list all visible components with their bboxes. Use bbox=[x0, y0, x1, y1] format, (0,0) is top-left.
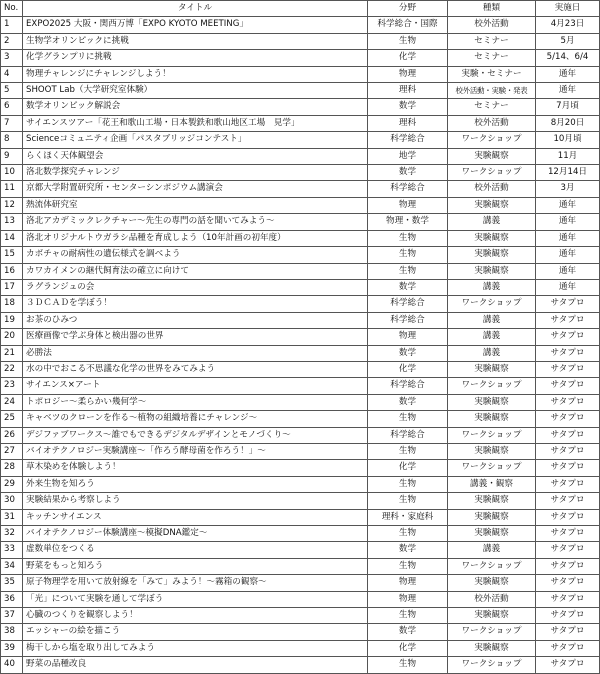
row-field: 理科・家庭科 bbox=[368, 509, 448, 525]
row-date: サタプロ bbox=[536, 460, 600, 476]
row-title: エッシャーの絵を描こう bbox=[23, 624, 368, 640]
row-no: 10 bbox=[1, 165, 23, 181]
row-type: 実験・セミナー bbox=[448, 66, 536, 82]
table-row bbox=[1, 312, 600, 328]
row-date: サタプロ bbox=[536, 509, 600, 525]
table-row bbox=[1, 230, 600, 246]
row-no: 4 bbox=[1, 66, 23, 82]
row-field: 理科 bbox=[368, 115, 448, 131]
row-date: サタプロ bbox=[536, 476, 600, 492]
row-title: カボチャの耐病性の遺伝様式を調べよう bbox=[23, 247, 368, 263]
row-type: 実験観察 bbox=[448, 493, 536, 509]
row-type: 実験観察 bbox=[448, 443, 536, 459]
row-type: 講義 bbox=[448, 312, 536, 328]
row-no: 34 bbox=[1, 558, 23, 574]
table-row bbox=[1, 263, 600, 279]
row-type: 実験観察 bbox=[448, 411, 536, 427]
row-type: セミナー bbox=[448, 33, 536, 49]
row-field: 科学総合 bbox=[368, 312, 448, 328]
row-no: 25 bbox=[1, 411, 23, 427]
table-body bbox=[1, 17, 600, 673]
row-field: 生物 bbox=[368, 263, 448, 279]
row-field: 生物 bbox=[368, 493, 448, 509]
table-row bbox=[1, 427, 600, 443]
table-row bbox=[1, 296, 600, 312]
row-title: 梅干しから塩を取り出してみよう bbox=[23, 640, 368, 656]
row-type: 実験観察 bbox=[448, 575, 536, 591]
row-no: 16 bbox=[1, 263, 23, 279]
row-date: 5月 bbox=[536, 33, 600, 49]
row-type: 実験観察 bbox=[448, 263, 536, 279]
row-field: 科学総合 bbox=[368, 181, 448, 197]
table-row bbox=[1, 558, 600, 574]
row-title: キャベツのクローンを作る～植物の組織培養にチャレンジ～ bbox=[23, 411, 368, 427]
row-type: ワークショップ bbox=[448, 132, 536, 148]
row-no: 7 bbox=[1, 115, 23, 131]
row-title: 「光」について実験を通して学ぼう bbox=[23, 591, 368, 607]
table-row bbox=[1, 526, 600, 542]
table-row bbox=[1, 476, 600, 492]
row-field: 物理・数学 bbox=[368, 214, 448, 230]
row-title: SHOOT Lab（大学研究室体験） bbox=[23, 83, 368, 99]
row-type: 実験観察 bbox=[448, 608, 536, 624]
row-date: サタプロ bbox=[536, 526, 600, 542]
row-title: 洛北アカデミックレクチャー～先生の専門の話を聞いてみよう～ bbox=[23, 214, 368, 230]
row-date: 通年 bbox=[536, 66, 600, 82]
row-title: らくほく天体観望会 bbox=[23, 148, 368, 164]
row-field: 生物 bbox=[368, 230, 448, 246]
table-row bbox=[1, 394, 600, 410]
row-date: サタプロ bbox=[536, 624, 600, 640]
row-no: 26 bbox=[1, 427, 23, 443]
row-no: 21 bbox=[1, 345, 23, 361]
table-row bbox=[1, 608, 600, 624]
row-date: サタプロ bbox=[536, 296, 600, 312]
row-date: 通年 bbox=[536, 214, 600, 230]
row-title: デジファブワークス～誰でもできるデジタルデザインとモノづくり～ bbox=[23, 427, 368, 443]
row-date: サタプロ bbox=[536, 657, 600, 673]
table-row bbox=[1, 591, 600, 607]
row-date: サタプロ bbox=[536, 443, 600, 459]
row-date: サタプロ bbox=[536, 575, 600, 591]
table-row bbox=[1, 115, 600, 131]
row-type: 実験観察 bbox=[448, 148, 536, 164]
row-type: セミナー bbox=[448, 50, 536, 66]
row-field: 数学 bbox=[368, 99, 448, 115]
row-no: 13 bbox=[1, 214, 23, 230]
row-date: 5/14、6/4 bbox=[536, 50, 600, 66]
row-title: 野菜の品種改良 bbox=[23, 657, 368, 673]
row-field: 数学 bbox=[368, 345, 448, 361]
table-row bbox=[1, 657, 600, 673]
table-row bbox=[1, 279, 600, 295]
table-row bbox=[1, 148, 600, 164]
row-date: サタプロ bbox=[536, 558, 600, 574]
row-title: 物理チャレンジにチャレンジしよう！ bbox=[23, 66, 368, 82]
row-title: 熱流体研究室 bbox=[23, 197, 368, 213]
row-date: 通年 bbox=[536, 247, 600, 263]
row-date: サタプロ bbox=[536, 591, 600, 607]
table-row bbox=[1, 493, 600, 509]
table-row bbox=[1, 17, 600, 33]
table-row bbox=[1, 460, 600, 476]
row-field: 科学総合 bbox=[368, 296, 448, 312]
row-title: 原子物理学を用いて放射線を「みて」みよう！～霧箱の観察～ bbox=[23, 575, 368, 591]
table-row bbox=[1, 50, 600, 66]
row-field: 生物 bbox=[368, 558, 448, 574]
table-row bbox=[1, 411, 600, 427]
header-field: 分野 bbox=[368, 1, 448, 17]
row-type: ワークショップ bbox=[448, 460, 536, 476]
row-no: 17 bbox=[1, 279, 23, 295]
table-row bbox=[1, 214, 600, 230]
row-date: 12月14日 bbox=[536, 165, 600, 181]
row-no: 1 bbox=[1, 17, 23, 33]
row-no: 22 bbox=[1, 361, 23, 377]
row-type: 校外活動 bbox=[448, 17, 536, 33]
table-row bbox=[1, 361, 600, 377]
row-no: 39 bbox=[1, 640, 23, 656]
row-type: 講義 bbox=[448, 279, 536, 295]
row-date: サタプロ bbox=[536, 608, 600, 624]
row-date: 8月20日 bbox=[536, 115, 600, 131]
row-date: サタプロ bbox=[536, 345, 600, 361]
row-field: 生物 bbox=[368, 657, 448, 673]
row-field: 化学 bbox=[368, 361, 448, 377]
table-row bbox=[1, 197, 600, 213]
row-date: 通年 bbox=[536, 263, 600, 279]
row-title: 京都大学附置研究所・センターシンポジウム講演会 bbox=[23, 181, 368, 197]
row-date: サタプロ bbox=[536, 361, 600, 377]
row-no: 36 bbox=[1, 591, 23, 607]
row-field: 科学総合 bbox=[368, 427, 448, 443]
row-date: サタプロ bbox=[536, 493, 600, 509]
row-date: サタプロ bbox=[536, 427, 600, 443]
row-type: ワークショップ bbox=[448, 165, 536, 181]
row-no: 35 bbox=[1, 575, 23, 591]
row-field: 理科 bbox=[368, 83, 448, 99]
row-type: 実験観察 bbox=[448, 394, 536, 410]
row-no: 24 bbox=[1, 394, 23, 410]
row-no: 6 bbox=[1, 99, 23, 115]
row-type: 講義 bbox=[448, 329, 536, 345]
row-type: 校外活動 bbox=[448, 181, 536, 197]
row-field: 物理 bbox=[368, 197, 448, 213]
row-title: サイエンス×アート bbox=[23, 378, 368, 394]
row-type: 実験観察 bbox=[448, 526, 536, 542]
row-field: 物理 bbox=[368, 66, 448, 82]
row-no: 23 bbox=[1, 378, 23, 394]
table-row bbox=[1, 509, 600, 525]
row-type: 実験観察 bbox=[448, 230, 536, 246]
row-type: 実験観察 bbox=[448, 247, 536, 263]
row-title: サイエンスツアー「花王和歌山工場・日本製鉄和歌山地区工場 見学」 bbox=[23, 115, 368, 131]
row-field: 生物 bbox=[368, 608, 448, 624]
row-no: 28 bbox=[1, 460, 23, 476]
table-row bbox=[1, 247, 600, 263]
row-type: ワークショップ bbox=[448, 657, 536, 673]
row-title: 医療画像で学ぶ身体と検出器の世界 bbox=[23, 329, 368, 345]
row-title: トポロジー～柔らかい幾何学～ bbox=[23, 394, 368, 410]
row-type: ワークショップ bbox=[448, 296, 536, 312]
row-field: 数学 bbox=[368, 279, 448, 295]
row-date: 通年 bbox=[536, 197, 600, 213]
table-row bbox=[1, 378, 600, 394]
row-date: 11月 bbox=[536, 148, 600, 164]
row-date: 通年 bbox=[536, 279, 600, 295]
row-no: 20 bbox=[1, 329, 23, 345]
row-date: 通年 bbox=[536, 230, 600, 246]
table-row bbox=[1, 345, 600, 361]
row-no: 33 bbox=[1, 542, 23, 558]
table-row bbox=[1, 33, 600, 49]
row-no: 31 bbox=[1, 509, 23, 525]
row-date: 3月 bbox=[536, 181, 600, 197]
row-field: 科学総合 bbox=[368, 132, 448, 148]
row-field: 生物 bbox=[368, 411, 448, 427]
row-no: 11 bbox=[1, 181, 23, 197]
row-type: 講義 bbox=[448, 214, 536, 230]
row-date: 4月23日 bbox=[536, 17, 600, 33]
table-row bbox=[1, 542, 600, 558]
table-row bbox=[1, 132, 600, 148]
row-title: カワカイメンの継代飼育法の確立に向けて bbox=[23, 263, 368, 279]
row-field: 生物 bbox=[368, 443, 448, 459]
row-type: ワークショップ bbox=[448, 378, 536, 394]
header-title: タイトル bbox=[23, 1, 368, 17]
header-no: No. bbox=[1, 1, 23, 17]
row-title: Scienceコミュニティ企画「パスタブリッジコンテスト」 bbox=[23, 132, 368, 148]
row-date: サタプロ bbox=[536, 329, 600, 345]
row-no: 15 bbox=[1, 247, 23, 263]
row-no: 12 bbox=[1, 197, 23, 213]
row-no: 30 bbox=[1, 493, 23, 509]
header-row bbox=[1, 1, 600, 17]
row-no: 9 bbox=[1, 148, 23, 164]
row-field: 生物 bbox=[368, 476, 448, 492]
row-no: 32 bbox=[1, 526, 23, 542]
row-type: 実験観察 bbox=[448, 509, 536, 525]
row-field: 生物 bbox=[368, 526, 448, 542]
row-title: 心臓のつくりを観察しよう！ bbox=[23, 608, 368, 624]
row-date: サタプロ bbox=[536, 394, 600, 410]
row-no: 5 bbox=[1, 83, 23, 99]
row-type: 校外活動 bbox=[448, 115, 536, 131]
row-date: サタプロ bbox=[536, 411, 600, 427]
row-title: お茶のひみつ bbox=[23, 312, 368, 328]
row-title: 数学オリンピック解説会 bbox=[23, 99, 368, 115]
table-row bbox=[1, 181, 600, 197]
row-date: 通年 bbox=[536, 83, 600, 99]
row-no: 14 bbox=[1, 230, 23, 246]
table-row bbox=[1, 83, 600, 99]
row-title: 洛北数学探究チャレンジ bbox=[23, 165, 368, 181]
row-title: ３ＤＣＡＤを学ぼう！ bbox=[23, 296, 368, 312]
row-title: バイオテクノロジー体験講座～模擬DNA鑑定～ bbox=[23, 526, 368, 542]
table-row bbox=[1, 329, 600, 345]
row-field: 化学 bbox=[368, 460, 448, 476]
row-field: 地学 bbox=[368, 148, 448, 164]
row-no: 40 bbox=[1, 657, 23, 673]
row-type: 講義 bbox=[448, 345, 536, 361]
table-row bbox=[1, 624, 600, 640]
row-no: 2 bbox=[1, 33, 23, 49]
row-title: 草木染めを体験しよう！ bbox=[23, 460, 368, 476]
row-field: 生物 bbox=[368, 33, 448, 49]
row-date: サタプロ bbox=[536, 378, 600, 394]
row-no: 38 bbox=[1, 624, 23, 640]
row-field: 化学 bbox=[368, 640, 448, 656]
row-date: サタプロ bbox=[536, 312, 600, 328]
table-row bbox=[1, 99, 600, 115]
row-no: 29 bbox=[1, 476, 23, 492]
row-field: 化学 bbox=[368, 50, 448, 66]
row-title: 野菜をもっと知ろう bbox=[23, 558, 368, 574]
row-type: ワークショップ bbox=[448, 427, 536, 443]
row-title: 生物学オリンピックに挑戦 bbox=[23, 33, 368, 49]
row-field: 物理 bbox=[368, 329, 448, 345]
row-date: 10月頃 bbox=[536, 132, 600, 148]
row-type: 校外活動・実験・発表 bbox=[448, 83, 536, 99]
row-date: サタプロ bbox=[536, 542, 600, 558]
row-field: 数学 bbox=[368, 542, 448, 558]
row-type: 講義 bbox=[448, 542, 536, 558]
row-field: 生物 bbox=[368, 247, 448, 263]
row-type: 校外活動 bbox=[448, 591, 536, 607]
row-type: ワークショップ bbox=[448, 624, 536, 640]
row-type: 講義・観察 bbox=[448, 476, 536, 492]
row-type: 実験観察 bbox=[448, 361, 536, 377]
row-type: 実験観察 bbox=[448, 197, 536, 213]
row-field: 数学 bbox=[368, 394, 448, 410]
row-title: キッチンサイエンス bbox=[23, 509, 368, 525]
row-no: 37 bbox=[1, 608, 23, 624]
row-no: 8 bbox=[1, 132, 23, 148]
table-row bbox=[1, 443, 600, 459]
row-field: 数学 bbox=[368, 624, 448, 640]
row-title: 化学グランプリに挑戦 bbox=[23, 50, 368, 66]
row-field: 物理 bbox=[368, 575, 448, 591]
table-row bbox=[1, 575, 600, 591]
row-title: 実験結果から考察しよう bbox=[23, 493, 368, 509]
row-type: 実験観察 bbox=[448, 640, 536, 656]
row-title: 必勝法 bbox=[23, 345, 368, 361]
row-no: 27 bbox=[1, 443, 23, 459]
row-type: セミナー bbox=[448, 99, 536, 115]
row-date: サタプロ bbox=[536, 640, 600, 656]
row-title: バイオテクノロジー実験講座～「作ろう酵母菌を作ろう！」～ bbox=[23, 443, 368, 459]
row-title: EXPO2025 大阪・関西万博「EXPO KYOTO MEETING」 bbox=[23, 17, 368, 33]
row-field: 物理 bbox=[368, 591, 448, 607]
row-field: 科学総合 bbox=[368, 378, 448, 394]
row-title: 虚数単位をつくる bbox=[23, 542, 368, 558]
row-date: 7月頃 bbox=[536, 99, 600, 115]
table-row bbox=[1, 66, 600, 82]
row-no: 19 bbox=[1, 312, 23, 328]
row-field: 科学総合・国際 bbox=[368, 17, 448, 33]
header-type: 種類 bbox=[448, 1, 536, 17]
row-title: 外来生物を知ろう bbox=[23, 476, 368, 492]
header-date: 実施日 bbox=[536, 1, 600, 17]
row-no: 18 bbox=[1, 296, 23, 312]
row-title: 洛北オリジナルトウガラシ品種を育成しよう（10年計画の初年度） bbox=[23, 230, 368, 246]
row-type: ワークショップ bbox=[448, 558, 536, 574]
table-row bbox=[1, 165, 600, 181]
row-field: 数学 bbox=[368, 165, 448, 181]
row-no: 3 bbox=[1, 50, 23, 66]
table-row bbox=[1, 640, 600, 656]
row-title: 水の中でおこる不思議な化学の世界をみてみよう bbox=[23, 361, 368, 377]
row-title: ラグランジュの会 bbox=[23, 279, 368, 295]
